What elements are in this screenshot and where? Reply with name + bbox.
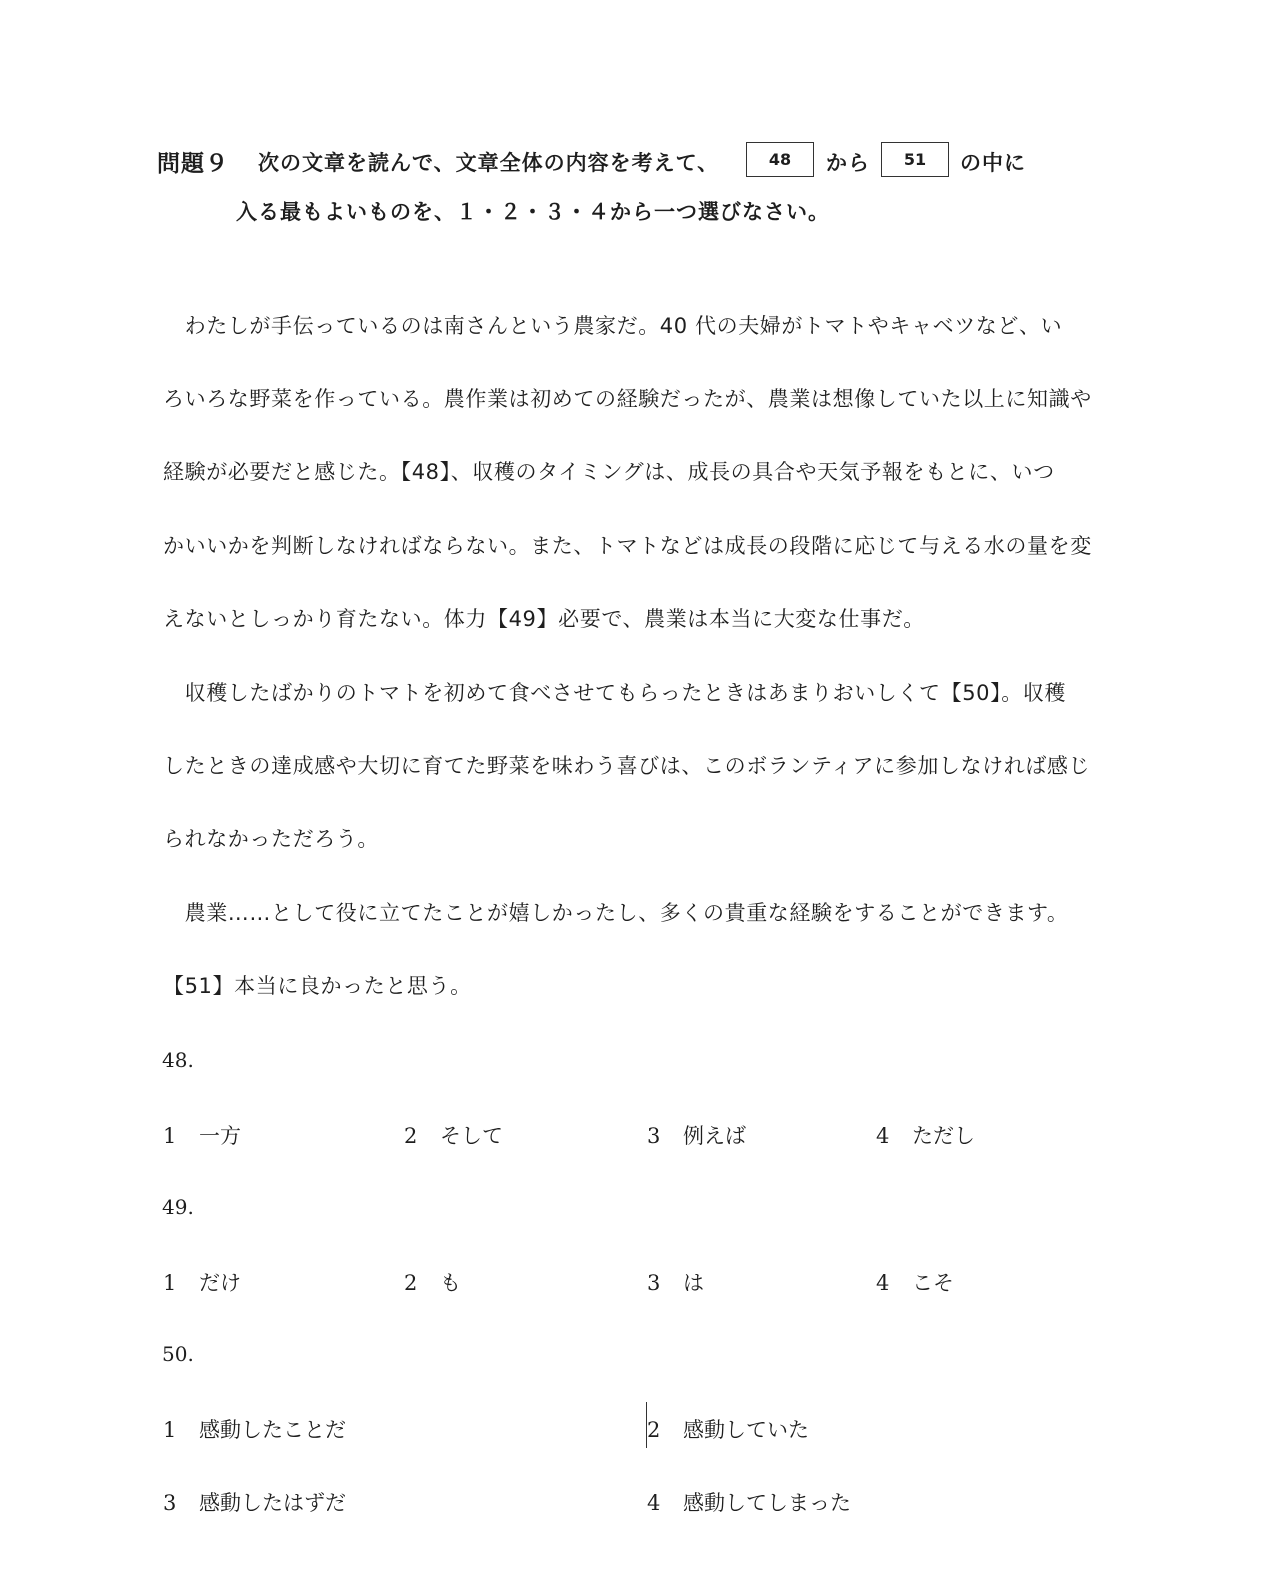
- passage-line-3: 経験が必要だと感じた。【48】、収穫のタイミングは、成長の具合や天気予報をもとに、いつ: [163, 460, 1055, 484]
- instruction-naka: の中に: [960, 151, 1026, 175]
- option-number: 3: [647, 1271, 661, 1295]
- option-text: そして: [440, 1124, 503, 1148]
- question-number-50: 50.: [162, 1342, 194, 1366]
- option-50-4[interactable]: [647, 1487, 851, 1517]
- option-number: 1: [163, 1124, 177, 1148]
- passage-line-7: したときの達成感や大切に育てた野菜を味わう喜びは、このボランティアに参加しなければ感じ: [163, 754, 1091, 778]
- option-number: 3: [163, 1491, 177, 1515]
- option-text: 例えば: [683, 1124, 746, 1148]
- option-50-1[interactable]: [163, 1414, 346, 1444]
- option-text: は: [683, 1271, 704, 1295]
- option-49-2[interactable]: [404, 1267, 461, 1297]
- option-number: 2: [647, 1418, 661, 1442]
- option-text: 感動していた: [683, 1418, 809, 1442]
- passage-line-4: かいいかを判断しなければならない。また、トマトなどは成長の段階に応じて与える水の量を変: [163, 534, 1092, 558]
- option-48-2[interactable]: [404, 1120, 503, 1150]
- option-number: 1: [163, 1271, 177, 1295]
- option-text: も: [440, 1271, 461, 1295]
- option-number: 2: [404, 1271, 418, 1295]
- passage-line-9: 農業……として役に立てたことが嬉しかったし、多くの貴重な経験をすることができます。: [163, 901, 1069, 925]
- passage-line-10: 【51】本当に良かったと思う。: [163, 974, 472, 998]
- option-text: ただし: [912, 1124, 975, 1148]
- passage-line-2: ろいろな野菜を作っている。農作業は初めての経験だったが、農業は想像していた以上に知識や: [163, 387, 1092, 411]
- option-48-4[interactable]: [876, 1120, 975, 1150]
- option-text: だけ: [199, 1271, 241, 1295]
- option-48-1[interactable]: [163, 1120, 241, 1150]
- option-number: 4: [876, 1271, 890, 1295]
- option-number: 1: [163, 1418, 177, 1442]
- option-49-3[interactable]: [647, 1267, 704, 1297]
- option-text: 感動してしまった: [683, 1491, 851, 1515]
- option-text: こそ: [912, 1271, 954, 1295]
- option-number: 2: [404, 1124, 418, 1148]
- passage-line-6: 収穫したばかりのトマトを初めて食べさせてもらったときはあまりおいしくて【50】。収穫: [163, 681, 1067, 705]
- instruction-kara: から: [826, 151, 870, 175]
- problem-label: 問題９: [157, 151, 229, 177]
- option-50-2[interactable]: [647, 1414, 809, 1444]
- option-text: 一方: [199, 1124, 241, 1148]
- option-50-3[interactable]: [163, 1487, 346, 1517]
- option-text: 感動したことだ: [199, 1418, 346, 1442]
- text-cursor: [646, 1402, 647, 1448]
- option-48-3[interactable]: [647, 1120, 746, 1150]
- option-49-4[interactable]: [876, 1267, 954, 1297]
- option-49-1[interactable]: [163, 1267, 241, 1297]
- option-number: 4: [876, 1124, 890, 1148]
- option-number: 4: [647, 1491, 661, 1515]
- blank-box-end: 51: [881, 142, 949, 177]
- instruction-line1: 次の文章を読んで、文章全体の内容を考えて、: [258, 151, 720, 175]
- passage-line-8: られなかっただろう。: [163, 827, 379, 851]
- passage-line-1: わたしが手伝っているのは南さんという農家だ。40 代の夫婦がトマトやキャベツなど、い: [163, 314, 1063, 338]
- option-number: 3: [647, 1124, 661, 1148]
- blank-box-start: 48: [746, 142, 814, 177]
- question-number-48: 48.: [162, 1048, 194, 1072]
- instruction-line2: 入る最もよいものを、１・２・３・４から一つ選びなさい。: [236, 200, 830, 224]
- question-number-49: 49.: [162, 1195, 194, 1219]
- option-text: 感動したはずだ: [199, 1491, 346, 1515]
- passage-line-5: えないとしっかり育たない。体力【49】必要で、農業は本当に大変な仕事だ。: [163, 607, 925, 631]
